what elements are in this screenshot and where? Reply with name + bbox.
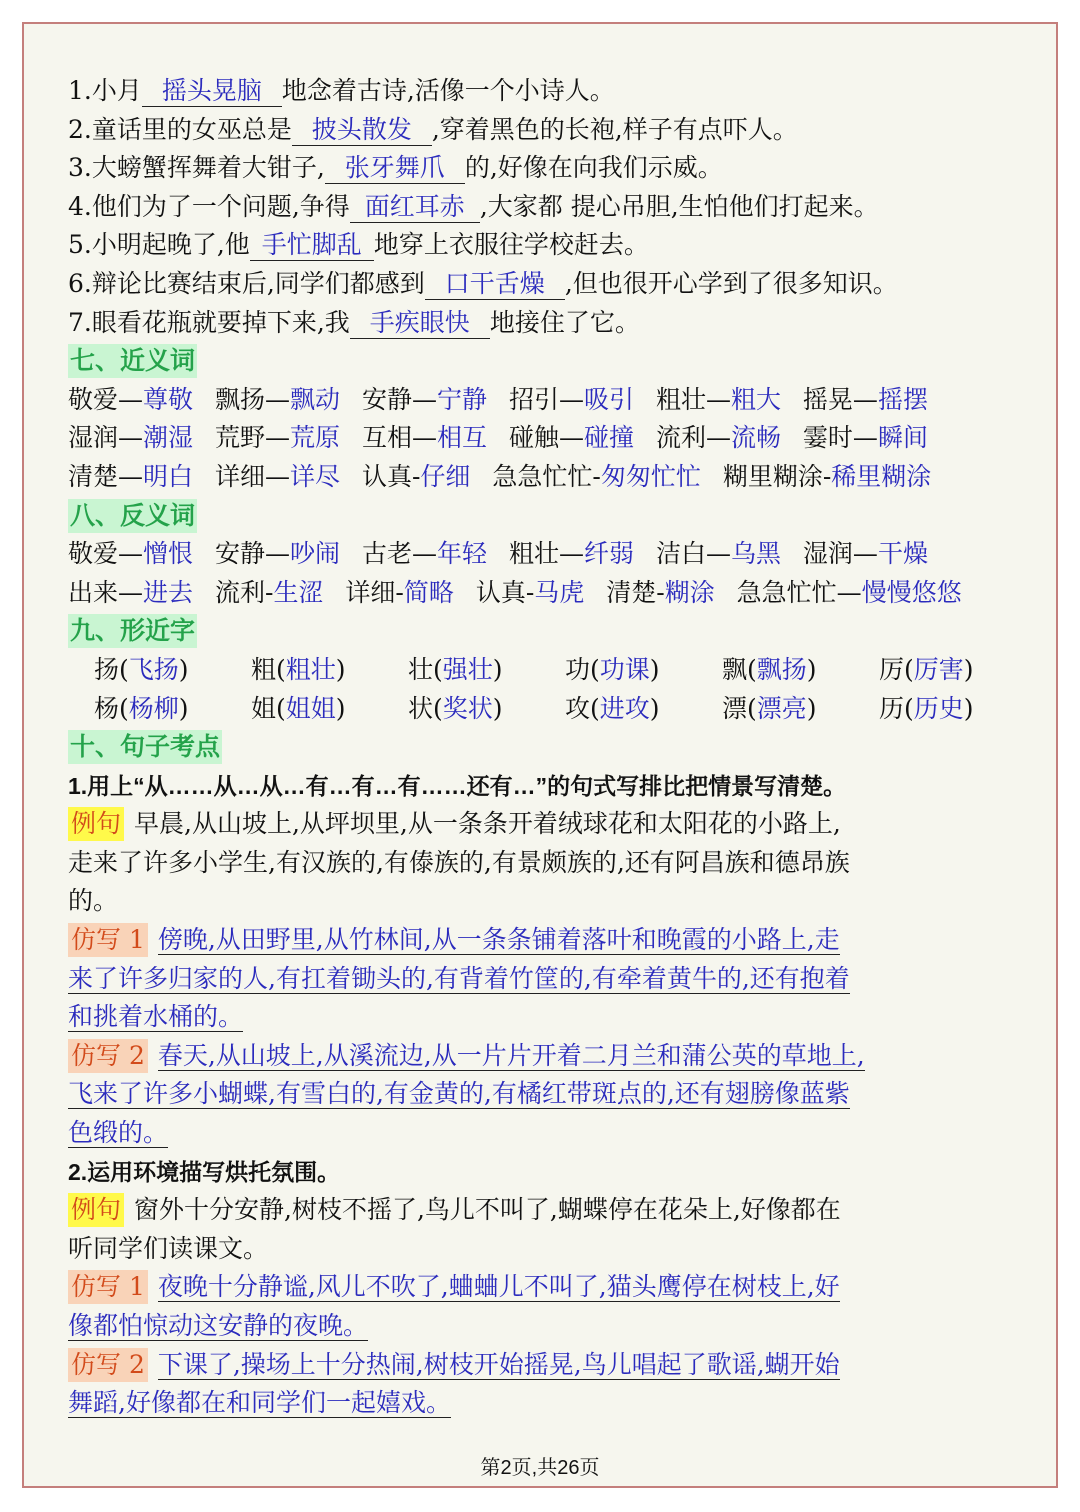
imitation-block: 仿写 1 夜晚十分静谧,风儿不吹了,蛐蛐儿不叫了,猫头鹰停在树枝上,好 像都怕惊动这安静的夜晚。: [68, 1272, 840, 1340]
fill-item: 3.大螃蟹挥舞着大钳子, 张牙舞爪 的,好像在向我们示威。: [68, 153, 723, 183]
imitation-label: 仿写 2: [68, 1039, 148, 1073]
answer: 手忙脚乱: [250, 230, 374, 261]
example-label: 例句: [68, 807, 124, 841]
synonym-row: 清楚—明白 详细—详尽 认真-仔细 急急忙忙-匆匆忙忙 糊里糊涂-稀里糊涂: [68, 461, 932, 491]
fill-item: 6.辩论比赛结束后,同学们都感到 口干舌燥 ,但也很开心学到了很多知识。: [68, 268, 898, 298]
answer: 手疾眼快: [350, 308, 490, 339]
answer: 面红耳赤: [350, 192, 480, 223]
question-2: 2.运用环境描写烘托氛围。: [68, 1158, 341, 1185]
answer: 披头散发: [292, 115, 432, 146]
section-heading: 十、句子考点: [68, 728, 1028, 767]
synonym-row: 湿润—潮湿 荒野—荒原 互相—相互 碰触—碰撞 流利—流畅 霎时—瞬间: [68, 423, 928, 453]
question-1: 1.用上“从……从…从…有…有…有……还有…”的句式写排比把情景写清楚。: [68, 772, 847, 799]
page: [22, 22, 1058, 1488]
imitation-block: 仿写 2 下课了,操场上十分热闹,树枝开始摇晃,鸟儿唱起了歌谣,蝴开始 舞蹈,好像都在和同学们一起嬉戏。: [68, 1349, 840, 1418]
imitation-label: 仿写 1: [68, 1270, 148, 1304]
page-number: 第2页,共26页: [480, 1457, 600, 1479]
fill-item: 7.眼看花瓶就要掉下来,我 手疾眼快 地接住了它。: [68, 307, 640, 337]
fill-item: 4.他们为了一个问题,争得 面红耳赤 ,大家都 提心吊胆,生怕他们打起来。: [68, 191, 879, 221]
antonym-row: 敬爱—憎恨 安静—吵闹 古老—年轻 粗壮—纤弱 洁白—乌黑 湿润—干燥: [68, 539, 928, 569]
shape-row: 杨(杨柳) 姐(姐姐) 状(奖状) 攻(进攻) 漂(漂亮) 历(历史): [94, 693, 974, 723]
shape-row: 扬(飞扬) 粗(粗壮) 壮(强壮) 功(功课) 飘(飘扬) 厉(厉害): [94, 654, 974, 684]
synonym-row: 敬爱—尊敬 飘扬—飘动 安静—宁静 招引—吸引 粗壮—粗大 摇晃—摇摆: [68, 384, 928, 414]
content: [68, 72, 1028, 1423]
example-label: 例句: [68, 1193, 124, 1227]
example-block: 例句 窗外十分安静,树枝不摇了,鸟儿不叫了,蝴蝶停在花朵上,好像都在 听同学们读课文。: [68, 1195, 841, 1263]
imitation-label: 仿写 2: [68, 1348, 148, 1382]
example-block: 例句 早晨,从山坡上,从坪坝里,从一条条开着绒球花和太阳花的小路上, 走来了许多小学生,有汉族的,有傣族的,有景颇族的,还有阿昌族和德昂族 的。: [68, 809, 850, 916]
imitation-block: 仿写 2 春天,从山坡上,从溪流边,从一片片开着二月兰和蒲公英的草地上, 飞来了许多小蝴蝶,有雪白的,有金黄的,有橘红带斑点的,还有翅膀像蓝紫 色缎的。: [68, 1040, 865, 1148]
fill-blank-list: [68, 72, 1028, 342]
fill-item: 5.小明起晚了,他 手忙脚乱 地穿上衣服往学校赶去。: [68, 230, 649, 260]
section-heading: 九、形近字: [68, 612, 1028, 651]
answer: 口干舌燥: [425, 269, 565, 300]
fill-item: 2.童话里的女巫总是 披头散发 ,穿着黑色的长袍,样子有点吓人。: [68, 114, 798, 144]
antonym-row: 出来—进去 流利-生涩 详细-简略 认真-马虎 清楚-糊涂 急急忙忙—慢慢悠悠: [68, 577, 962, 607]
section-heading: 八、反义词: [68, 497, 1028, 536]
imitation-label: 仿写 1: [68, 923, 148, 957]
answer: 摇头晃脑: [142, 76, 282, 107]
section-heading: 七、近义词: [68, 342, 1028, 381]
answer: 张牙舞爪: [325, 153, 465, 184]
imitation-block: 仿写 1 傍晚,从田野里,从竹林间,从一条条铺着落叶和晚霞的小路上,走 来了许多归家的人,有扛着锄头的,有背着竹筐的,有牵着黄牛的,还有抱着 和挑着水桶的。: [68, 925, 850, 1032]
fill-item: 1.小月 摇头晃脑 地念着古诗,活像一个小诗人。: [68, 76, 615, 105]
